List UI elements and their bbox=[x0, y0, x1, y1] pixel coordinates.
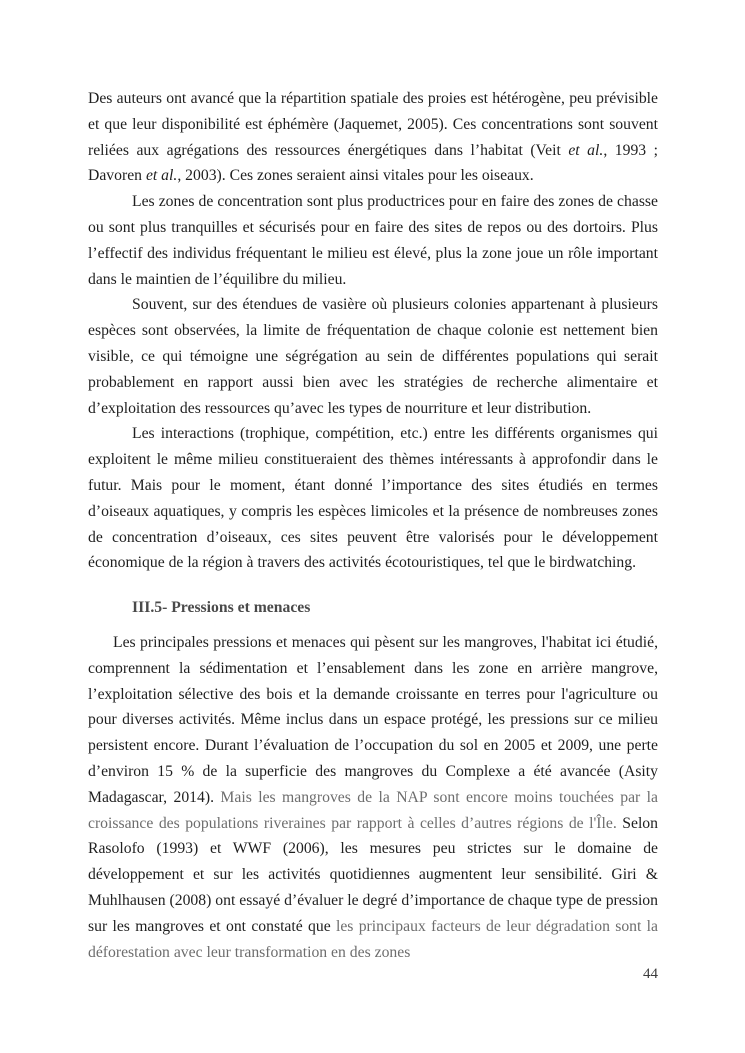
paragraph bbox=[88, 421, 658, 576]
document-body bbox=[88, 86, 658, 965]
text-segment: Les principales pressions et menaces qui pèsent sur les mangroves, l'habitat ici étudié, comprennent la sédimentation et l’ensablement dans les zone en arrière mangrove, l’exploitation sélective des bois et la demande croissante en terres pour l'agriculture ou pour diverses activités. Même inclus dans un espace protégé, les pressions sur ce milieu persistent encore. Durant l’évaluation de l’occupation du sol en 2005 et 2009, une perte d’environ 15 % de la superficie des mangroves du Complexe a été avancée (Asity Madagascar, 2014). bbox=[88, 633, 658, 806]
text-segment: et al. bbox=[145, 167, 178, 185]
paragraph bbox=[88, 630, 658, 965]
page-number: 44 bbox=[643, 966, 658, 982]
text-segment: Les zones de concentration sont plus productrices pour en faire des zones de chasse ou sont plus tranquilles et sécurisés pour en faire des sites de repos ou des dortoirs. Plus l’effectif des individus fréquentant le milieu est élevé, plus la zone joue un rôle important dans le maintien de l’équilibre du milieu. bbox=[88, 193, 658, 288]
paragraph bbox=[88, 86, 658, 189]
text-segment: , 1993 ; Davoren bbox=[88, 141, 659, 185]
text-segment: Les interactions (trophique, compétition, etc.) entre les différents organismes qui exploitent le même milieu constitueraient des thèmes intéressants à approfondir dans le futur. Mais pour le moment, étant donné l’importance des sites étudiés en termes d’oiseaux aquatiques, y compris les espèces limicoles et la présence de nombreuses zones de concentration d’oiseaux, ces sites peuvent être valorisés pour le développement économique de la région à travers des activités écotouristiques, tel que le birdwatching. bbox=[88, 425, 658, 572]
paragraph bbox=[88, 189, 658, 292]
paragraph bbox=[88, 292, 658, 421]
text-segment: Souvent, sur des étendues de vasière où plusieurs colonies appartenant à plusieurs espèces sont observées, la limite de fréquentation de chaque colonie est nettement bien visible, ce qui témoigne une ségrégation au sein de différentes populations qui serait probablement en rapport aussi bien avec les stratégies de recherche alimentaire et d’exploitation des ressources qu’avec les types de nourriture et leur distribution. bbox=[88, 296, 658, 417]
text-segment: Selon Rasolofo (1993) et WWF (2006), les mesures peu strictes sur le domaine de développement et sur les activités quotidiennes augmentent leur sensibilité. Giri & Muhlhausen (2008) ont essayé d’évaluer le degré d’importance de chaque type de pression sur les mangroves et ont constaté que bbox=[88, 814, 658, 935]
text-segment: Des auteurs ont avancé que la répartition spatiale des proies est hétérogène, peu prévisible et que leur disponibilité est éphémère (Jaquemet, 2005). Ces concentrations sont souvent reliées aux agrégations des ressources énergétiques dans l’habitat (Veit bbox=[88, 90, 658, 159]
text-segment: et al. bbox=[568, 141, 604, 159]
section-heading: III.5- Pressions et menaces bbox=[132, 599, 311, 617]
text-segment: les principaux facteurs de leur dégradation sont la déforestation avec leur transformation en des zones bbox=[88, 917, 658, 961]
text-segment: Mais les mangroves de la NAP sont encore moins touchées par la croissance des populations riveraines par rapport à celles d’autres régions de l'Île. bbox=[88, 788, 659, 832]
text-segment: , 2003). Ces zones seraient ainsi vitales pour les oiseaux. bbox=[177, 167, 534, 185]
